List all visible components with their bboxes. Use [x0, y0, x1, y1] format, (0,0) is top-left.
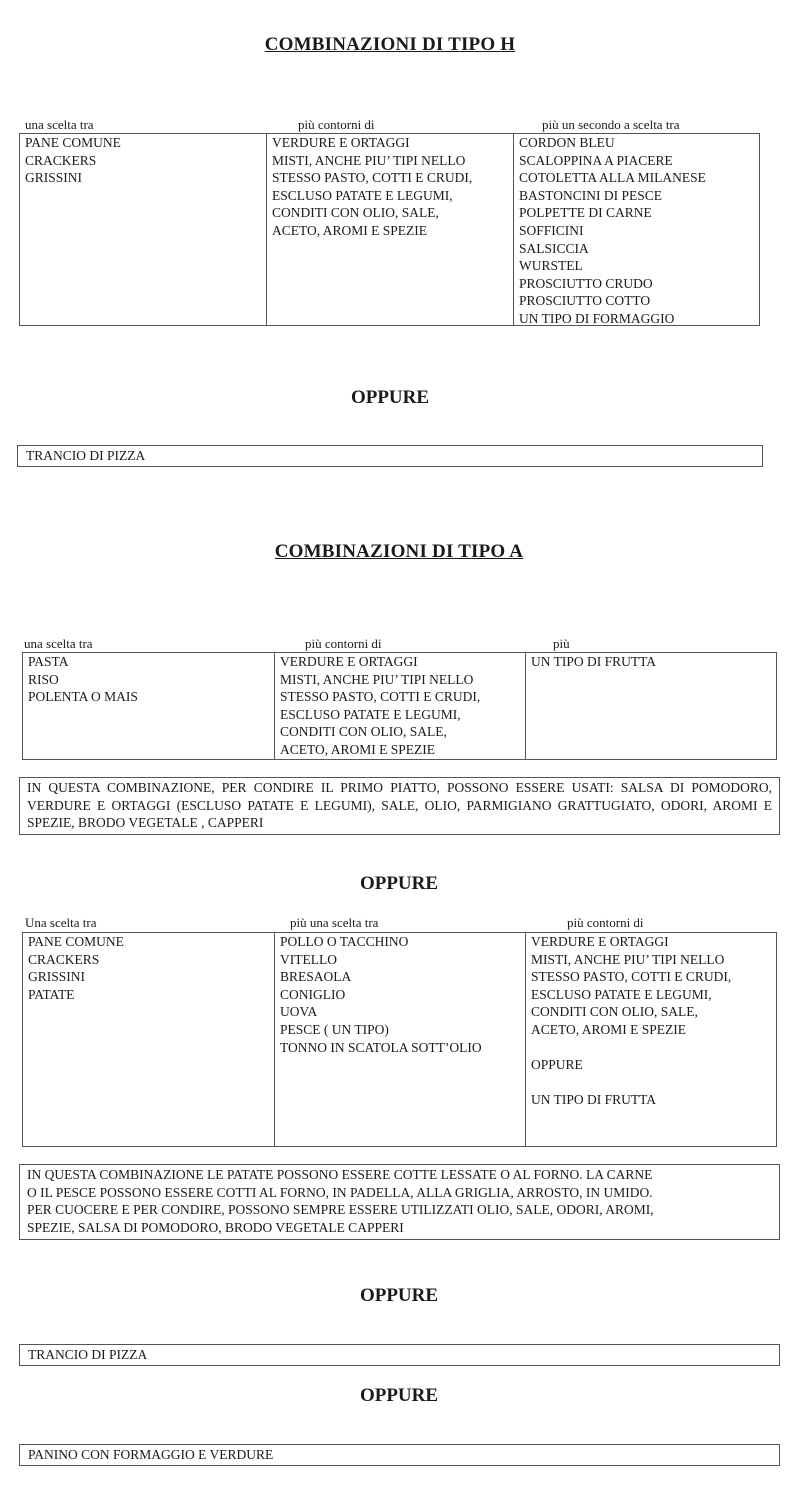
list-item: GRISSINI [28, 969, 86, 985]
list-item: PESCE ( UN TIPO) [280, 1021, 389, 1037]
list-item: CONDITI CON OLIO, SALE, [280, 724, 447, 740]
list-item: RISO [28, 671, 59, 687]
list-item: PROSCIUTTO COTTO [519, 293, 651, 309]
tipo-a-b-col-2 [275, 933, 526, 1146]
list-item: UOVA [280, 1004, 318, 1020]
list-item: WURSTEL [519, 258, 583, 274]
tipo-a-b-table [22, 932, 777, 1147]
tipo-a-oppure-1: OPPURE [359, 873, 439, 894]
list-item: VERDURE E ORTAGGI [531, 934, 669, 949]
list-item: CONDITI CON OLIO, SALE, [531, 1004, 698, 1020]
tipo-a-note-2 [19, 1164, 780, 1240]
tipo-h-col-1 [20, 134, 267, 325]
tipo-a-header-3: più [553, 636, 570, 651]
list-item: MISTI, ANCHE PIU’ TIPI NELLO [531, 951, 725, 967]
list-item: ESCLUSO PATATE E LEGUMI, [280, 706, 461, 722]
tipo-a-b-col-3 [526, 933, 776, 1146]
tipo-a-alt-1: TRANCIO DI PIZZA [19, 1344, 780, 1366]
list-item: SOFFICINI [519, 222, 584, 238]
tipo-a-col-3 [526, 653, 776, 759]
list-item: ACETO, AROMI E SPEZIE [272, 222, 428, 238]
list-item: BASTONCINI DI PESCE [519, 187, 663, 203]
tipo-h-header-2: più contorni di [298, 117, 375, 132]
list-item: POLLO O TACCHINO [280, 934, 409, 949]
list-item: ESCLUSO PATATE E LEGUMI, [272, 187, 453, 203]
list-item: MISTI, ANCHE PIU’ TIPI NELLO [272, 152, 466, 168]
list-item: CONIGLIO [280, 986, 346, 1002]
list-item: GRISSINI [25, 170, 83, 186]
list-item: STESSO PASTO, COTTI E CRUDI, [272, 170, 473, 186]
list-item: PATATE [28, 986, 75, 1002]
list-item: PASTA [28, 654, 69, 669]
tipo-a-col-2 [275, 653, 526, 759]
list-item: SCALOPPINA A PIACERE [519, 152, 673, 168]
list-item: VITELLO [280, 951, 337, 967]
tipo-a-oppure-3: OPPURE [359, 1385, 439, 1406]
list-item: CONDITI CON OLIO, SALE, [272, 205, 439, 221]
list-item: CRACKERS [28, 951, 100, 967]
list-item: SALSICCIA [519, 240, 589, 256]
list-item: POLPETTE DI CARNE [519, 205, 652, 221]
note-line: PER CUOCERE E PER CONDIRE, POSSONO SEMPRE ESSERE UTILIZZATI OLIO, SALE, ODORI, AROMI, [27, 1202, 654, 1217]
list-item: PANE COMUNE [25, 135, 121, 150]
tipo-h-header-3: più un secondo a scelta tra [542, 117, 680, 132]
list-item: BRESAOLA [280, 969, 352, 985]
list-item: CORDON BLEU [519, 135, 615, 150]
tipo-a-header-2: più contorni di [305, 636, 382, 651]
list-item: ACETO, AROMI E SPEZIE [280, 741, 436, 757]
tipo-a-table [22, 652, 777, 760]
tipo-a-b-header-2: più una scelta tra [290, 915, 379, 930]
list-item: VERDURE E ORTAGGI [280, 654, 418, 669]
tipo-h-col-2 [267, 134, 514, 325]
tipo-a-note-1 [19, 777, 780, 835]
tipo-h-header-1: una scelta tra [25, 117, 94, 132]
tipo-a-b-header-1: Una scelta tra [25, 915, 97, 930]
note-text: IN QUESTA COMBINAZIONE, PER CONDIRE IL PRIMO PIATTO, POSSONO ESSERE USATI: SALSA DI POMODORO, VERDURE E ORTAGGI (ESCLUSO PATATE E LEGUMI), SALE, OLIO, PARMIGIANO GRATTUGIATO, ODORI, AROMI E SPEZIE, BRODO VEGETALE , CAPPERI [27, 780, 772, 830]
tipo-a-col-1 [23, 653, 275, 759]
list-item-oppure: OPPURE [531, 1057, 583, 1073]
list-item: UN TIPO DI FORMAGGIO [519, 310, 675, 326]
list-item: ESCLUSO PATATE E LEGUMI, [531, 986, 712, 1002]
list-item: CRACKERS [25, 152, 97, 168]
tipo-a-alt-2: PANINO CON FORMAGGIO E VERDURE [19, 1444, 780, 1466]
list-item: VERDURE E ORTAGGI [272, 135, 410, 150]
list-item: UN TIPO DI FRUTTA [531, 654, 657, 669]
list-item: PANE COMUNE [28, 934, 124, 949]
note-line: O IL PESCE POSSONO ESSERE COTTI AL FORNO, IN PADELLA, ALLA GRIGLIA, ARROSTO, IN UMIDO. [27, 1184, 653, 1200]
tipo-a-b-col-1 [23, 933, 275, 1146]
tipo-h-oppure: OPPURE [350, 387, 430, 408]
list-item: POLENTA O MAIS [28, 689, 138, 705]
note-line: SPEZIE, SALSA DI POMODORO, BRODO VEGETALE CAPPERI [27, 1219, 404, 1235]
tipo-h-title: COMBINAZIONI DI TIPO H [264, 34, 516, 55]
list-item: TONNO IN SCATOLA SOTT’OLIO [280, 1039, 482, 1055]
list-item: COTOLETTA ALLA MILANESE [519, 170, 706, 186]
tipo-a-oppure-2: OPPURE [359, 1285, 439, 1306]
list-item: PROSCIUTTO CRUDO [519, 275, 653, 291]
tipo-h-table [19, 133, 760, 326]
tipo-a-title: COMBINAZIONI DI TIPO A [274, 541, 524, 562]
tipo-a-b-header-3: più contorni di [567, 915, 644, 930]
list-item: STESSO PASTO, COTTI E CRUDI, [280, 689, 481, 705]
list-item: ACETO, AROMI E SPEZIE [531, 1021, 687, 1037]
list-item: MISTI, ANCHE PIU’ TIPI NELLO [280, 671, 474, 687]
list-item: UN TIPO DI FRUTTA [531, 1092, 657, 1108]
tipo-h-col-3 [514, 134, 759, 325]
tipo-h-alt-box: TRANCIO DI PIZZA [17, 445, 763, 467]
list-item: STESSO PASTO, COTTI E CRUDI, [531, 969, 732, 985]
note-line: IN QUESTA COMBINAZIONE LE PATATE POSSONO ESSERE COTTE LESSATE O AL FORNO. LA CARNE [27, 1167, 653, 1182]
tipo-a-header-1: una scelta tra [24, 636, 93, 651]
